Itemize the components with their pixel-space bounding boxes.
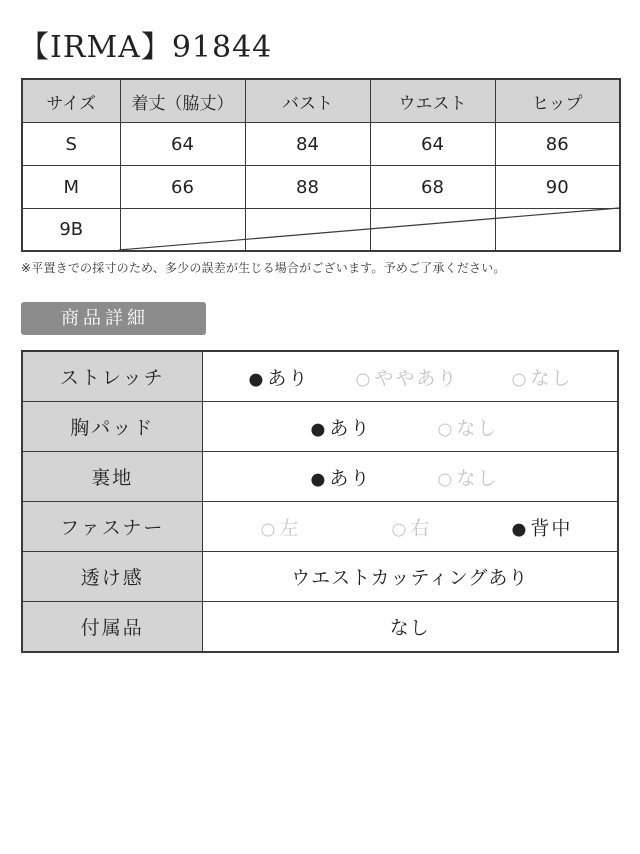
- option-selected: [249, 363, 310, 390]
- detail-label: 胸パッド: [22, 402, 202, 452]
- option-selected: [311, 413, 372, 440]
- bust-cell: [245, 209, 370, 252]
- detail-label: ファスナー: [22, 502, 202, 552]
- detail-row-padding: [22, 402, 618, 452]
- detail-row-sheerness: [22, 552, 618, 602]
- option-unselected: [438, 463, 499, 490]
- option-text: なし: [530, 367, 573, 389]
- filled-circle-icon: ●: [511, 519, 529, 539]
- sheerness-value: ウエストカッティングあり: [202, 552, 618, 602]
- detail-label: 付属品: [22, 602, 202, 653]
- option-unselected: [356, 363, 459, 390]
- detail-row-stretch: [22, 351, 618, 402]
- option-text: あり: [329, 467, 372, 489]
- waist-cell: 68: [370, 166, 495, 209]
- hip-cell: 90: [495, 166, 620, 209]
- accessories-value: なし: [202, 602, 618, 653]
- size-cell: 9B: [22, 209, 120, 252]
- option-text: 背中: [530, 517, 573, 539]
- measurement-note: ※平置きでの採寸のため、多少の誤差が生じる場合がございます。予めご了承ください。: [21, 261, 506, 275]
- length-cell: 64: [120, 123, 245, 166]
- option-text: なし: [456, 467, 499, 489]
- table-row: [22, 166, 620, 209]
- detail-row-accessories: [22, 602, 618, 653]
- waist-cell: [370, 209, 495, 252]
- filled-circle-icon: ●: [310, 469, 328, 489]
- padding-options: [202, 402, 618, 452]
- bust-cell: 84: [245, 123, 370, 166]
- header-size: サイズ: [22, 79, 120, 123]
- hip-cell: 86: [495, 123, 620, 166]
- header-waist: ウエスト: [370, 79, 495, 123]
- empty-circle-icon: ○: [437, 469, 455, 489]
- detail-row-lining: [22, 452, 618, 502]
- detail-label: ストレッチ: [22, 351, 202, 402]
- bust-cell: 88: [245, 166, 370, 209]
- option-text: なし: [456, 417, 499, 439]
- option-unselected: [392, 513, 432, 540]
- filled-circle-icon: ●: [310, 419, 328, 439]
- empty-circle-icon: ○: [355, 369, 373, 389]
- empty-circle-icon: ○: [511, 369, 529, 389]
- stretch-options: [202, 351, 618, 402]
- option-selected: [311, 463, 372, 490]
- details-table: [21, 350, 619, 653]
- size-cell: M: [22, 166, 120, 209]
- header-length: 着丈（脇丈）: [120, 79, 245, 123]
- header-hip: ヒップ: [495, 79, 620, 123]
- option-unselected: [438, 413, 499, 440]
- length-cell: 66: [120, 166, 245, 209]
- detail-label: 裏地: [22, 452, 202, 502]
- option-unselected: [512, 363, 573, 390]
- detail-label: 透け感: [22, 552, 202, 602]
- detail-row-fastener: [22, 502, 618, 552]
- section-label: 商品詳細: [21, 302, 206, 335]
- fastener-options: [202, 502, 618, 552]
- header-bust: バスト: [245, 79, 370, 123]
- option-text: あり: [329, 417, 372, 439]
- size-cell: S: [22, 123, 120, 166]
- option-text: ややあり: [374, 367, 459, 389]
- product-title: 【IRMA】91844: [19, 30, 273, 65]
- length-cell: [120, 209, 245, 252]
- option-text: 左: [279, 517, 301, 539]
- hip-cell: [495, 209, 620, 252]
- empty-circle-icon: ○: [260, 519, 278, 539]
- size-table-header: [22, 79, 620, 123]
- empty-circle-icon: ○: [391, 519, 409, 539]
- option-text: あり: [267, 367, 310, 389]
- option-unselected: [261, 513, 301, 540]
- lining-options: [202, 452, 618, 502]
- table-row: [22, 209, 620, 252]
- option-selected: [512, 513, 573, 540]
- empty-circle-icon: ○: [437, 419, 455, 439]
- size-table: [21, 78, 621, 252]
- waist-cell: 64: [370, 123, 495, 166]
- table-row: [22, 123, 620, 166]
- option-text: 右: [410, 517, 432, 539]
- filled-circle-icon: ●: [248, 369, 266, 389]
